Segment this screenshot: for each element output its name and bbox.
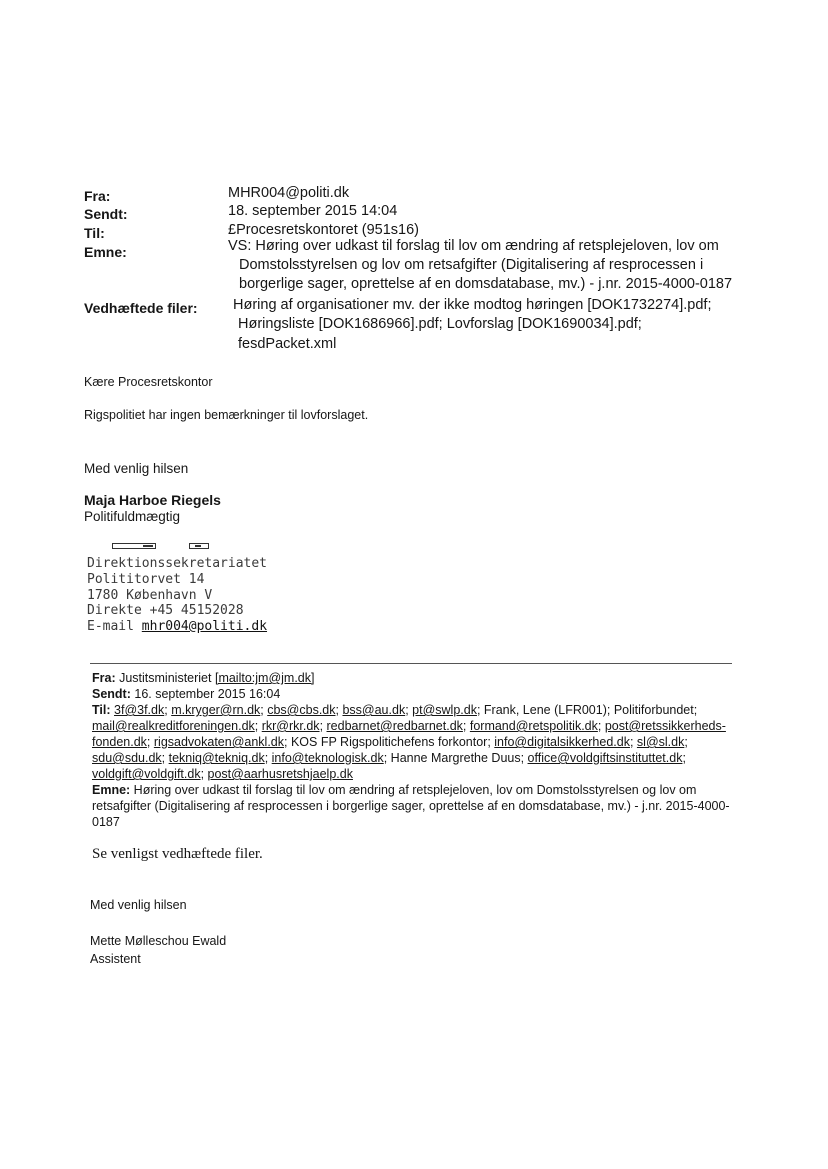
recipient-email-link[interactable]: office@voldgiftsinstituttet.dk <box>527 751 683 765</box>
recipient-email-link[interactable]: redbarnet@redbarnet.dk <box>326 719 463 733</box>
subject-line-3: borgerlige sager, oprettelse af en domsdatabase, mv.) - j.nr. 2015-4000-0187 <box>239 276 733 292</box>
forwarded-sender-name: Mette Mølleschou Ewald <box>90 934 227 948</box>
sent-label: Sendt: <box>84 206 128 222</box>
message-text: Rigspolitiet har ingen bemærkninger til lovforslaget. <box>84 408 369 422</box>
subject-line-2: Domstolsstyrelsen og lov om retsafgifter (Digitalisering af resprocessen i <box>239 257 704 273</box>
forwarded-subject-label: Emne: <box>92 783 131 797</box>
recipient-email-link[interactable]: bss@au.dk <box>342 703 406 717</box>
forwarded-subject-value: Høring over udkast til forslag til lov om ændring af retsplejeloven, lov om Domstolsstyrelsen og lov om retsafgifter (Digitalisering af resprocessen i borgerlige sager, oprettelse af en domsdatabase, mv.) - j.nr. 2015-4000-0187 <box>92 783 730 829</box>
recipient-separator-text: ; <box>200 767 208 781</box>
recipient-email-link[interactable]: cbs@cbs.dk <box>267 703 336 717</box>
recipient-email-link[interactable]: rigsadvokaten@ankl.dk <box>153 735 284 749</box>
recipient-separator-text: ; <box>319 719 327 733</box>
forwarded-mailto-link[interactable]: [mailto:jm@jm.dk] <box>214 671 315 685</box>
recipient-email-link[interactable]: pt@swlp.dk <box>412 703 477 717</box>
recipient-separator-text: ; <box>682 751 686 765</box>
to-value: £Procesretskontoret (951s16) <box>228 222 420 238</box>
signature-city: 1780 København V <box>87 588 213 603</box>
forwarded-from-value: Justitsministeriet <box>115 671 215 685</box>
recipient-email-link[interactable]: info@teknologisk.dk <box>271 751 384 765</box>
recipient-email-link[interactable]: formand@retspolitik.dk <box>469 719 598 733</box>
signature-department: Direktionssekretariatet <box>87 556 268 571</box>
recipient-separator-text: ; <box>462 719 470 733</box>
recipient-email-link[interactable]: m.kryger@rn.dk <box>171 703 261 717</box>
signature-email-line <box>87 619 267 634</box>
sent-value: 18. september 2015 14:04 <box>228 203 398 219</box>
subject-label: Emne: <box>84 244 127 260</box>
recipient-separator-text: ; <box>629 735 637 749</box>
forwarded-sent-value: 16. september 2015 16:04 <box>130 687 281 701</box>
forwarded-sent-label: Sendt: <box>92 687 131 701</box>
logo-image-small <box>189 543 209 549</box>
forwarded-closing: Med venlig hilsen <box>90 898 187 912</box>
recipient-separator-text: ; <box>405 703 413 717</box>
to-label: Til: <box>84 225 105 241</box>
recipient-separator-text: ; <box>597 719 605 733</box>
forwarded-from-line <box>92 670 737 686</box>
attachment-line-2: Høringsliste [DOK1686966].pdf; Lovforslag [DOK1690034].pdf; <box>238 316 642 332</box>
recipient-email-link[interactable]: rkr@rkr.dk <box>261 719 320 733</box>
forwarded-to-block <box>92 702 737 782</box>
recipient-email-link[interactable]: voldgift@voldgift.dk <box>92 767 201 781</box>
recipient-separator-text: ; Hanne Margrethe Duus; <box>383 751 528 765</box>
recipient-email-link[interactable]: post@aarhusretshjaelp.dk <box>207 767 353 781</box>
signature-street: Polititorvet 14 <box>87 572 205 587</box>
from-value: MHR004@politi.dk <box>228 185 350 201</box>
recipient-separator-text: ; <box>164 703 172 717</box>
attachment-line-3: fesdPacket.xml <box>238 336 337 352</box>
attachment-line-1: Høring af organisationer mv. der ikke modtog høringen [DOK1732274].pdf; <box>233 297 712 313</box>
recipient-separator-text: ; Frank, Lene (LFR001); Politiforbundet; <box>476 703 698 717</box>
signature-direct: Direkte +45 45152028 <box>87 603 244 618</box>
recipient-email-link[interactable]: 3f@3f.dk <box>114 703 165 717</box>
greeting: Kære Procesretskontor <box>84 375 213 389</box>
recipient-separator-text: ; <box>264 751 272 765</box>
recipient-separator-text: ; <box>260 703 268 717</box>
recipient-separator-text: ; <box>161 751 169 765</box>
recipient-separator-text: ; <box>684 735 688 749</box>
forwarded-to-recipients <box>92 703 726 781</box>
recipient-email-link[interactable]: post@retssikkerheds-fonden.dk <box>92 719 726 749</box>
sender-name: Maja Harboe Riegels <box>84 492 221 508</box>
forwarded-message: Se venligst vedhæftede filer. <box>92 846 263 862</box>
subject-line-1: VS: Høring over udkast til forslag til lov om ændring af retsplejeloven, lov om <box>228 238 719 254</box>
recipient-separator-text: ; <box>335 703 343 717</box>
forward-divider <box>90 663 732 664</box>
forwarded-sent-line <box>92 686 737 702</box>
forwarded-from-label: Fra: <box>92 671 116 685</box>
forwarded-to-label: Til: <box>92 703 111 717</box>
recipient-email-link[interactable]: sdu@sdu.dk <box>92 751 162 765</box>
forwarded-sender-title: Assistent <box>90 952 141 966</box>
signature-email-label: E-mail <box>87 619 142 634</box>
recipient-email-link[interactable]: sl@sl.dk <box>636 735 685 749</box>
recipient-email-link[interactable]: info@digitalsikkerhed.dk <box>494 735 630 749</box>
signature-email-link[interactable]: mhr004@politi.dk <box>141 619 268 634</box>
closing: Med venlig hilsen <box>84 461 189 476</box>
sender-title: Politifuldmægtig <box>84 509 181 524</box>
from-label: Fra: <box>84 188 111 204</box>
recipient-email-link[interactable]: tekniq@tekniq.dk <box>168 751 265 765</box>
logo-image <box>112 543 156 549</box>
forwarded-subject-block <box>92 782 737 830</box>
recipient-separator-text: ; <box>254 719 262 733</box>
recipient-email-link[interactable]: mail@realkreditforeningen.dk <box>92 719 255 733</box>
recipient-separator-text: ; <box>146 735 154 749</box>
attachments-label: Vedhæftede filer: <box>84 300 198 316</box>
recipient-separator-text: ; KOS FP Rigspolitichefens forkontor; <box>284 735 495 749</box>
